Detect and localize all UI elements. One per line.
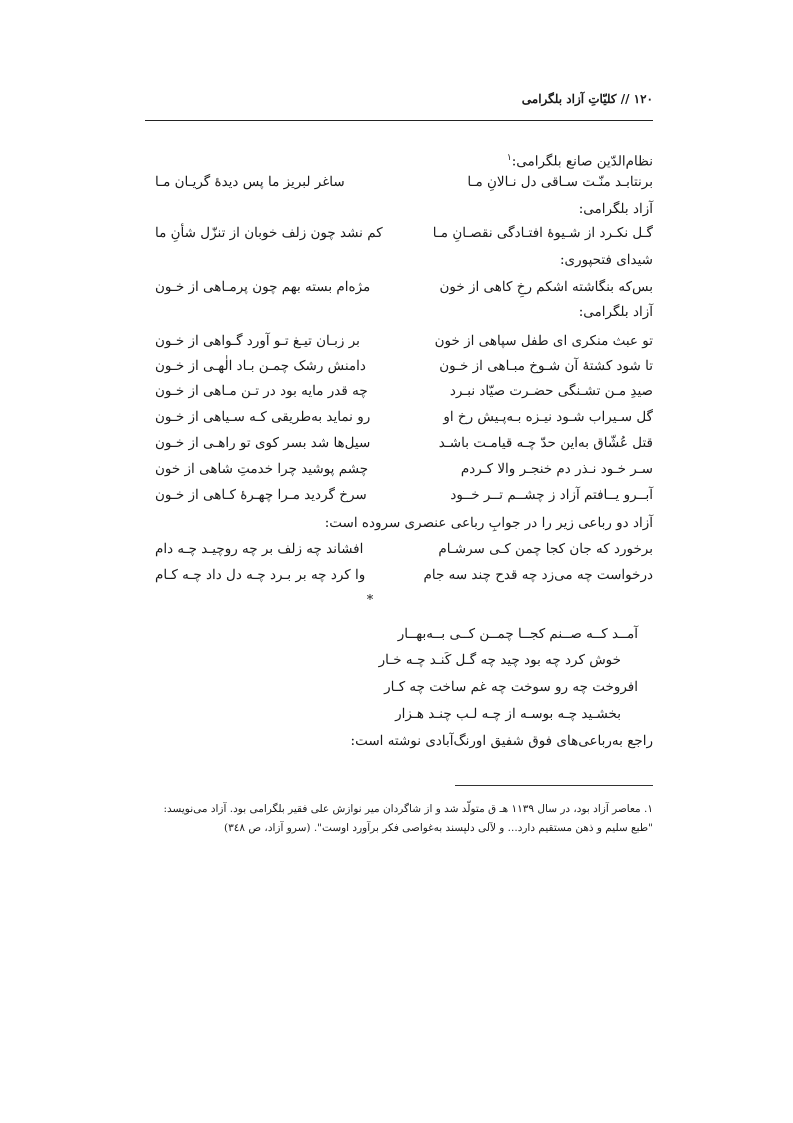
ghazal-5-right: قتل عُشّاق به‌این حدّ چـه قیامـت باشـد	[438, 435, 653, 451]
page-header	[145, 92, 653, 116]
page-number: ۱۲۰	[633, 92, 653, 106]
rubai-line-1: آمــد کــه صــنم کجــا چمــن کــی بــه‌بهــار	[397, 626, 638, 642]
ghazal-4-right: گل سـیراب شـود نیـزه بـه‌پـیش رخ او	[443, 409, 653, 425]
quatrain-1-left: افشاند چه زلف بر چه روچیـد چـه دام	[155, 541, 364, 557]
ghazal-7-right: آبــرو یــافتم آزاد ز چشــم تــر خــود	[450, 487, 653, 503]
ghazal-6-left: چشم پوشید چرا خدمتِ شاهی از خون	[155, 461, 369, 477]
quatrain-2-left: وا کرد چه بر بـرد چـه دل داد چـه کـام	[155, 567, 366, 583]
rubai-line-2: خوش کرد چه بود چید چه گـل کَنـد چـه خـار	[378, 652, 621, 668]
footnote-ref: ۱	[506, 153, 512, 163]
poet-label-azad-2: آزاد بلگرامی:	[578, 304, 653, 320]
poet-label-azad-1: آزاد بلگرامی:	[578, 201, 653, 217]
ghazal-5-left: سیل‌ها شد بسر کوی تو راهـی از خـون	[155, 435, 371, 451]
ghazal-7-left: سرخ گردید مـرا چهـرۀ کـاهی از خـون	[155, 487, 367, 503]
header-separator: //	[620, 92, 630, 106]
rubai-line-4: بخشـید چـه بوسـه از چـه لـب چنـد هـزار	[395, 706, 621, 722]
ghazal-4-left: رو نماید به‌طریقی کـه سـیاهی از خـون	[155, 409, 371, 425]
verse-3-right: بس‌که بنگاشته اشکم رخِ کاهی از خون	[439, 279, 653, 295]
rubai-intro: آزاد دو رباعی زیر را در جوابِ رباعی عنصری سروده است:	[324, 515, 653, 531]
verse-2-right: گـل نکـرد از شـیوۀ افتـادگی نقصـانِ مـا	[432, 225, 653, 241]
quatrain-1-right: برخورد که جان کجا چمن کـی سرشـام	[438, 541, 653, 557]
rubai-line-3: افروخت چه رو سوخت چه غم ساخت چه کـار	[384, 679, 638, 695]
quatrain-2-right: درخواست چه می‌زد چه قدح چند سه جام	[423, 567, 653, 583]
book-title: کلیّاتِ آزاد بلگرامی	[521, 92, 617, 106]
footnote-rule	[455, 785, 653, 786]
ghazal-2-right: تا شود کشتۀ آن شـوخ مبـاهی از خـون	[439, 358, 653, 374]
ghazal-6-right: سـر خـود نـذر دم خنجـر والا کـردم	[460, 461, 653, 477]
verse-3-left: مژەام بسته بهم چون پرمـاهی از خـون	[155, 279, 371, 295]
verse-1-right: برنتابـد منّـت سـاقی دل نـالانِ مـا	[467, 174, 653, 190]
poet-label-sane: نظام‌الدّین صانع بلگرامی:$^۱$	[506, 153, 653, 170]
ghazal-1-right: تو عبث منکری ای طفل سپاهی از خون	[434, 333, 653, 349]
footnote-line-1: ۱. معاصر آزاد بود، در سال ۱۱۳۹ هـ ق متولّد شد و از شاگردان میر نوازش علی فقیر بلگرامی بود. آزاد می‌نویسد:	[163, 803, 653, 815]
poet-label-sheyda: شیدای فتحپوری:	[559, 252, 653, 268]
footnote-line-2: "طبع سلیم و ذهن مستقیم دارد... و لآلی دلپسند به‌غواصی فکر برآورد اوست". (سرو آزاد، ص ۳٤۸)	[224, 822, 653, 834]
ghazal-2-left: دامنش رشک چمـن بـاد الٰهـی از خـون	[155, 358, 366, 374]
closing-line: راجع به‌رباعی‌های فوق شفیق اورنگ‌آبادی نوشته است:	[350, 733, 653, 749]
section-star: *	[366, 593, 374, 608]
ghazal-3-right: صیدِ مـن تشـنگی حضـرت صیّاد نبـرد	[449, 383, 653, 399]
verse-2-left: کم نشد چون زلف خوبان از تنزّل شأنِ ما	[155, 225, 383, 241]
verse-1-left: ساغر لبریز ما پس دیدۀ گریـان مـا	[155, 174, 345, 190]
header-rule	[145, 120, 653, 121]
ghazal-3-left: چه قدر مایه بود در تـن مـاهی از خـون	[155, 383, 368, 399]
ghazal-1-left: بر زبـان تیـغ تـو آورد گـواهی از خـون	[155, 333, 360, 349]
